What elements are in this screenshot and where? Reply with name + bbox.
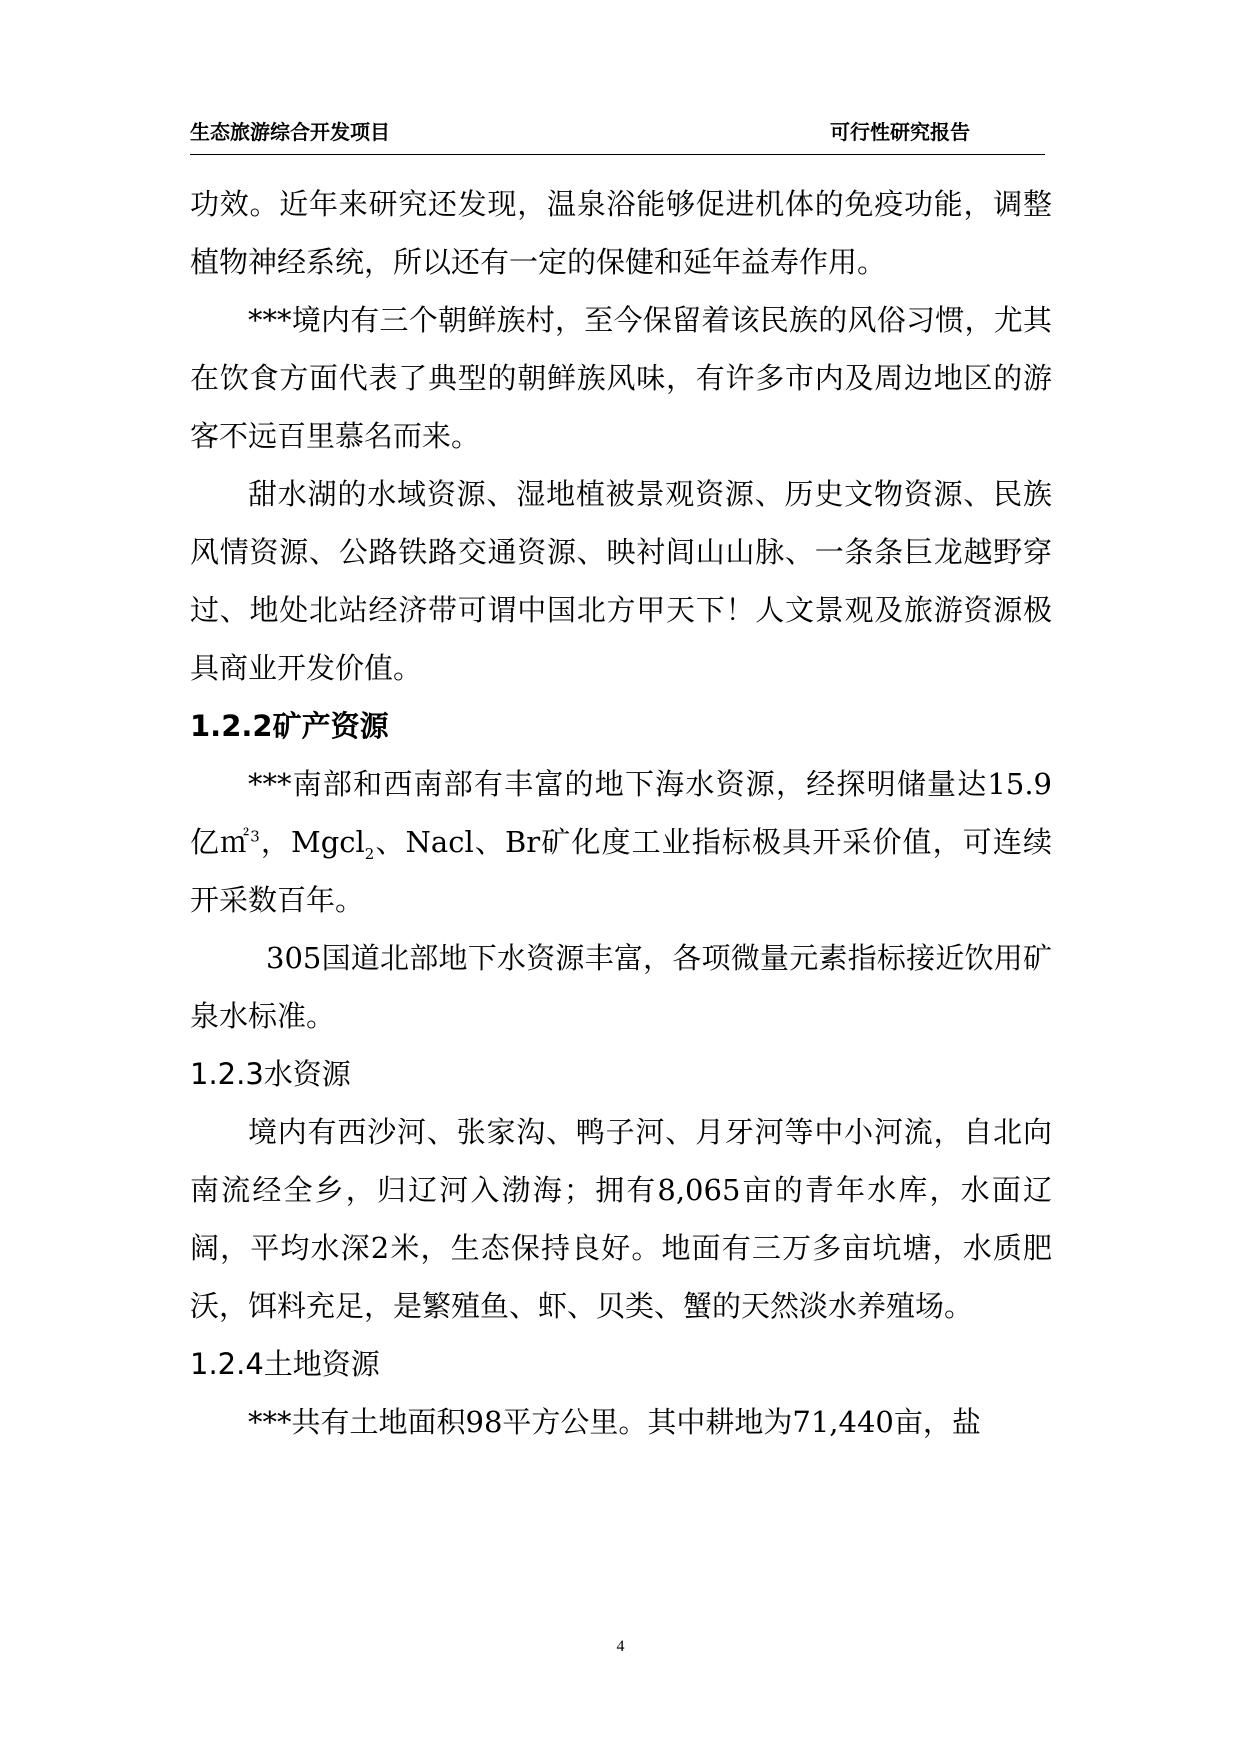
document-body (190, 175, 1052, 1451)
paragraph-seawater-resources (190, 755, 1052, 929)
seawater-text-part2: ，Mgcl (259, 825, 365, 859)
header-project-title: 生态旅游综合开发项目 (190, 120, 390, 144)
paragraph-groundwater: 305国道北部地下水资源丰富，各项微量元素指标接近饮用矿泉水标准。 (190, 941, 1052, 1033)
page-header (190, 118, 1045, 155)
header-report-type: 可行性研究报告 (830, 120, 970, 144)
superscript-3: 3 (250, 827, 260, 846)
page-number: 4 (616, 1638, 625, 1655)
paragraph-land-area: ***共有土地面积98平方公里。其中耕地为71,440亩，盐 (248, 1405, 981, 1439)
section-heading-water-resources: 1.2.3水资源 (190, 1057, 351, 1091)
section-heading-land-resources: 1.2.4土地资源 (190, 1347, 380, 1381)
subscript-2: 2 (364, 844, 375, 863)
paragraph-korean-villages: ***境内有三个朝鲜族村，至今保留着该民族的风俗习惯，尤其在饮食方面代表了典型的朝鲜族风味，有许多市内及周边地区的游客不远百里慕名而来。 (190, 303, 1052, 453)
seawater-text-part1: ***南部和西南部有丰富的地下海水资源，经探明储量达15.9亿㎡ (190, 767, 1052, 859)
section-heading-mineral-resources: 1.2.2矿产资源 (190, 709, 389, 743)
paragraph-hot-spring: 功效。近年来研究还发现，温泉浴能够促进机体的免疫功能，调整植物神经系统，所以还有一定的保健和延年益寿作用。 (190, 187, 1052, 279)
seawater-text-part3: 、Nacl、Br矿化度工业指标极具开采价值，可连续开采数百年。 (190, 825, 1052, 917)
paragraph-tourism-resources: 甜水湖的水域资源、湿地植被景观资源、历史文物资源、民族风情资源、公路铁路交通资源、映衬闾山山脉、一条条巨龙越野穿过、地处北站经济带可谓中国北方甲天下！人文景观及旅游资源极具商业开发价值。 (190, 477, 1052, 685)
paragraph-rivers: 境内有西沙河、张家沟、鸭子河、月牙河等中小河流，自北向南流经全乡，归辽河入渤海；拥有8,065亩的青年水库，水面辽阔，平均水深2米，生态保持良好。地面有三万多亩坑塘，水质肥沃，饵料充足，是繁殖鱼、虾、贝类、蟹的天然淡水养殖场。 (190, 1115, 1052, 1323)
